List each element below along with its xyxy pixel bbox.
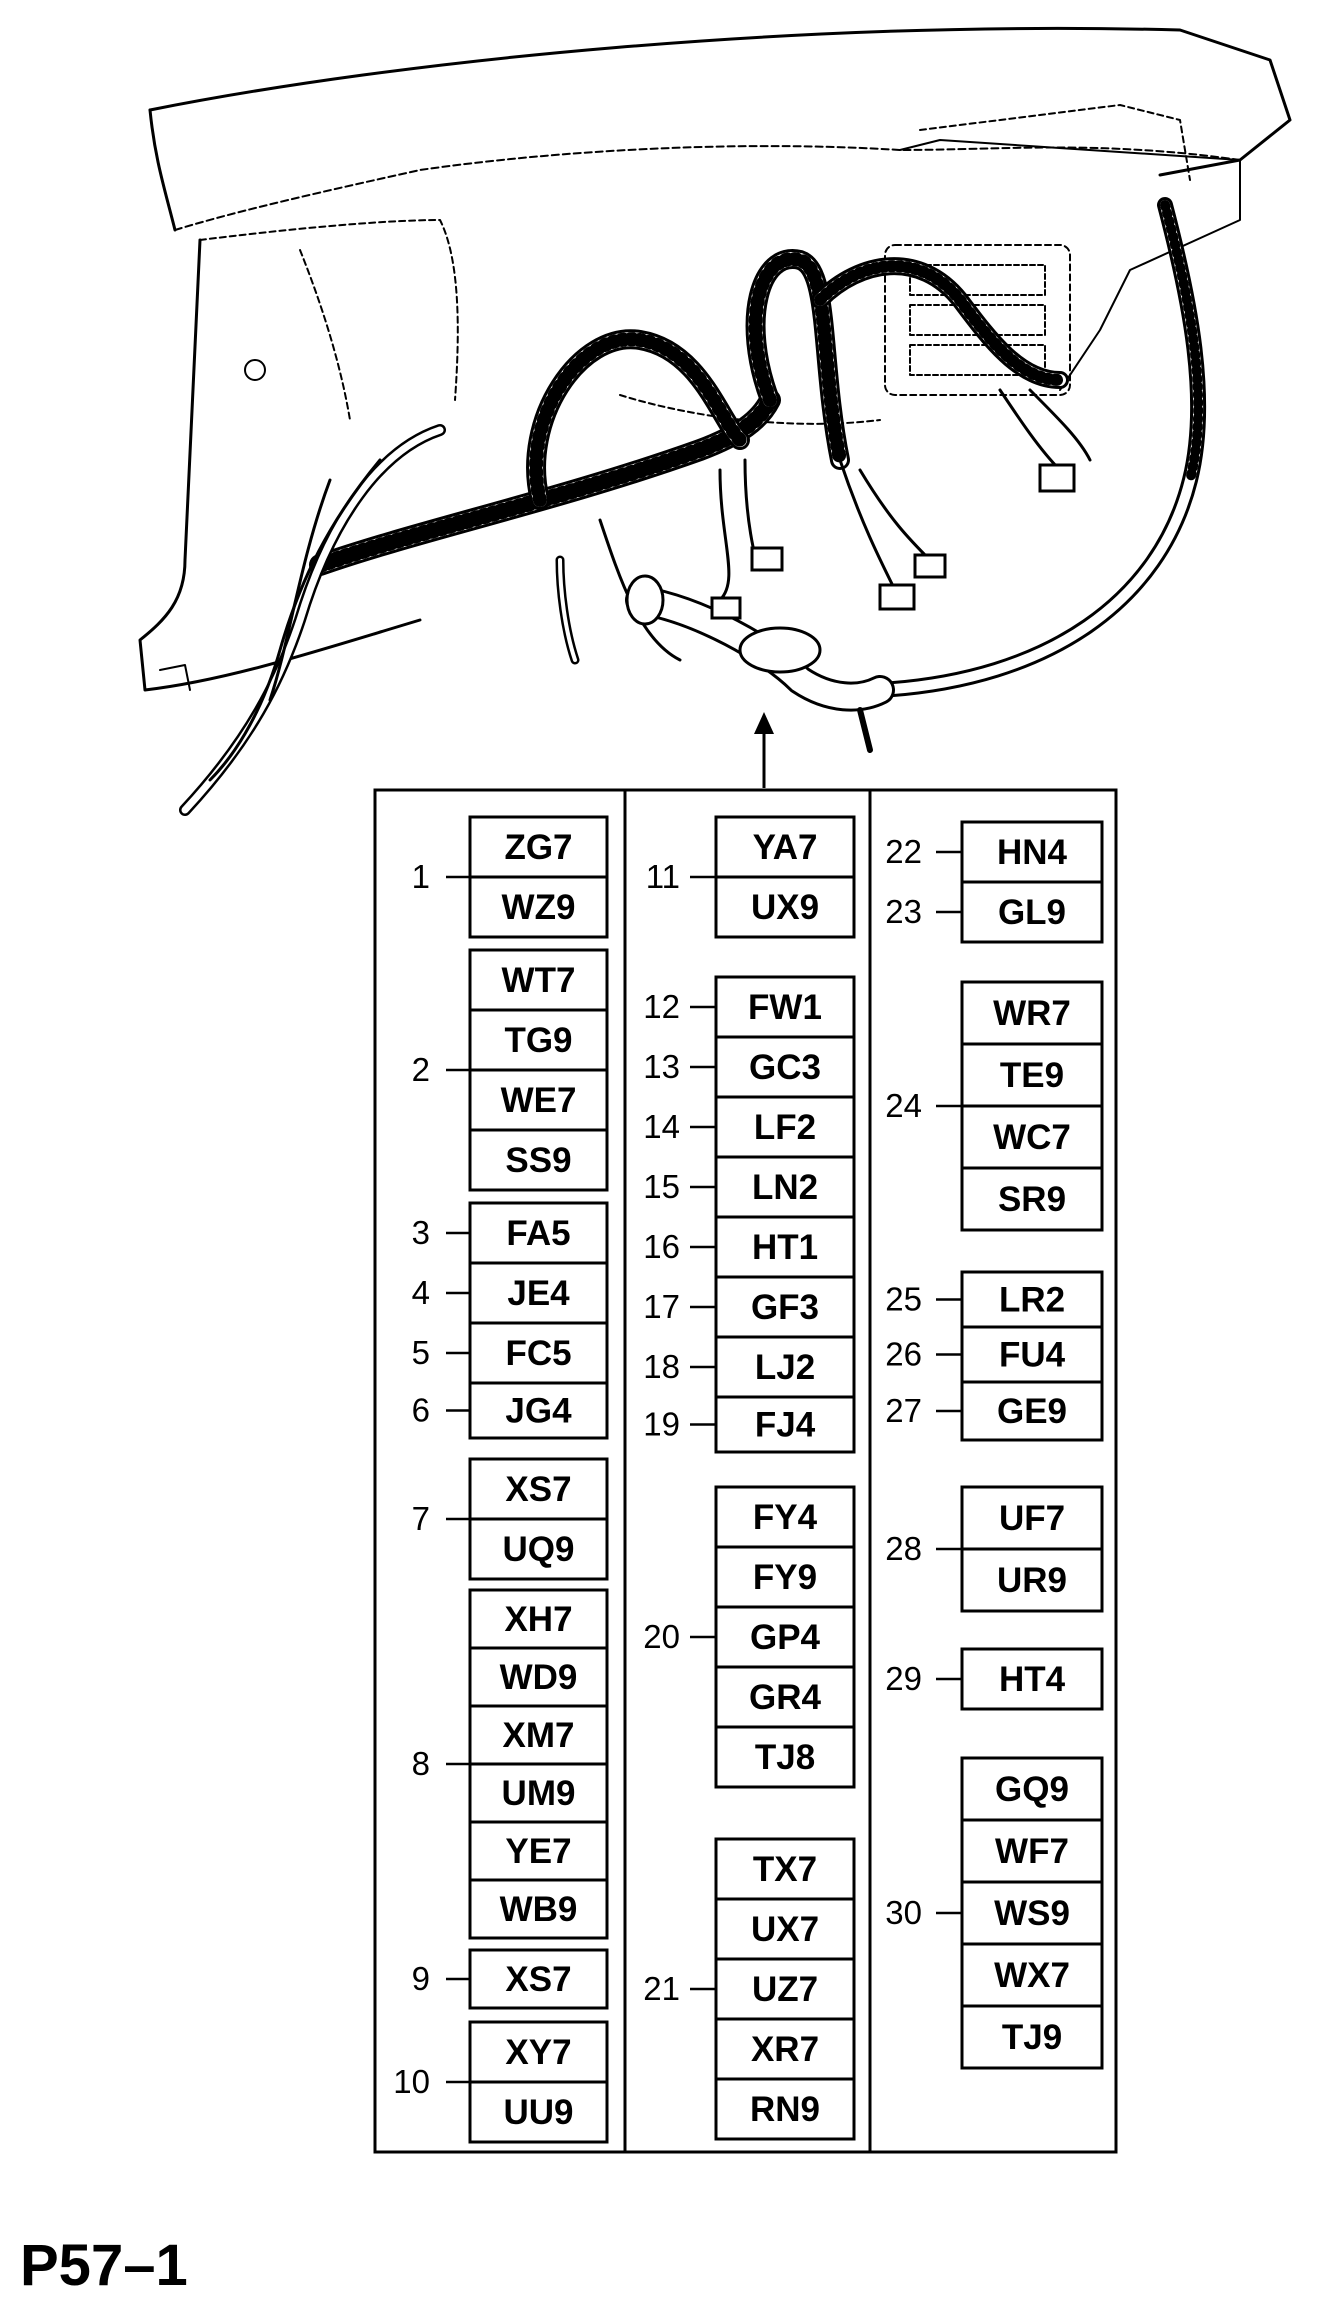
- code-group-15: [643, 1157, 854, 1217]
- option-code: LN2: [751, 1168, 819, 1207]
- group-number: 27: [885, 1392, 922, 1429]
- group-number: 6: [411, 1391, 430, 1429]
- option-code: FY4: [752, 1498, 818, 1537]
- group-number: 13: [643, 1048, 680, 1085]
- option-code: LF2: [753, 1108, 817, 1147]
- option-code: UX7: [750, 1910, 820, 1949]
- option-code: WB9: [499, 1890, 578, 1929]
- group-number: 19: [643, 1405, 680, 1443]
- option-code: HT1: [751, 1228, 819, 1267]
- code-group-2: [412, 950, 607, 1190]
- option-code: UM9: [501, 1774, 576, 1813]
- code-group-12: [643, 977, 854, 1037]
- option-code: WZ9: [501, 888, 576, 927]
- leader-arrow: [754, 712, 774, 788]
- code-group-3: [412, 1203, 607, 1263]
- option-code: TE9: [999, 1056, 1065, 1095]
- group-number: 11: [645, 858, 680, 895]
- option-code: WT7: [501, 961, 576, 1000]
- group-number: 5: [411, 1334, 430, 1371]
- code-group-29: [885, 1649, 1102, 1709]
- option-code: JG4: [505, 1391, 572, 1431]
- group-number: 10: [393, 2063, 430, 2100]
- option-code: FA5: [506, 1214, 571, 1253]
- code-group-26: [885, 1327, 1102, 1382]
- group-number: 8: [411, 1745, 430, 1782]
- code-group-24: [885, 982, 1102, 1230]
- option-code: XR7: [750, 2030, 820, 2069]
- option-code: GP4: [749, 1618, 821, 1657]
- code-group-18: [643, 1337, 854, 1397]
- group-number: 2: [411, 1051, 430, 1088]
- option-code: WE7: [500, 1081, 577, 1120]
- code-group-11: [646, 817, 854, 937]
- option-code: LJ2: [754, 1348, 816, 1387]
- option-code: WR7: [993, 994, 1071, 1033]
- group-number: 16: [643, 1228, 680, 1265]
- option-code: FJ4: [754, 1405, 816, 1445]
- option-code: TJ9: [1001, 2018, 1063, 2057]
- option-code: LR2: [998, 1280, 1066, 1320]
- group-number: 26: [885, 1335, 922, 1373]
- code-group-14: [643, 1097, 854, 1157]
- code-group-23: [885, 882, 1102, 942]
- option-code: HT4: [998, 1660, 1066, 1699]
- option-code: TG9: [504, 1021, 573, 1060]
- option-code: GC3: [749, 1048, 821, 1087]
- code-group-21: [643, 1839, 854, 2139]
- option-code: UU9: [503, 2093, 574, 2132]
- group-number: 30: [885, 1894, 922, 1931]
- code-group-30: [885, 1758, 1102, 2068]
- group-number: 21: [643, 1970, 680, 2007]
- code-group-22: [885, 822, 1102, 882]
- option-code: GF3: [750, 1288, 820, 1327]
- group-number: 15: [643, 1168, 680, 1205]
- code-group-5: [412, 1323, 607, 1383]
- option-code: GE9: [996, 1392, 1068, 1431]
- option-code: XY7: [505, 2033, 572, 2072]
- option-code: RN9: [749, 2090, 821, 2129]
- code-group-9: [412, 1950, 607, 2008]
- code-group-8: [412, 1590, 607, 1938]
- option-code: ZG7: [504, 828, 573, 867]
- option-code: UF7: [998, 1499, 1066, 1538]
- option-code: XM7: [502, 1716, 575, 1755]
- option-code: JE4: [507, 1274, 570, 1313]
- code-group-17: [643, 1277, 854, 1337]
- option-code: WS9: [994, 1894, 1070, 1933]
- option-code: FU4: [998, 1335, 1066, 1375]
- option-code: WC7: [993, 1118, 1071, 1157]
- group-number: 7: [411, 1500, 430, 1537]
- group-number: 23: [885, 893, 922, 930]
- option-code: GQ9: [995, 1770, 1069, 1809]
- code-group-10: [393, 2022, 607, 2142]
- option-code: YE7: [505, 1832, 572, 1871]
- option-code: WD9: [499, 1658, 578, 1697]
- figure-label: P57–1: [20, 2233, 188, 2298]
- code-group-20: [643, 1487, 854, 1787]
- code-group-7: [412, 1459, 607, 1579]
- group-number: 29: [885, 1660, 922, 1697]
- option-code: SR9: [997, 1180, 1067, 1219]
- option-code: GL9: [997, 893, 1067, 932]
- group-number: 12: [643, 988, 680, 1025]
- code-group-28: [885, 1487, 1102, 1611]
- option-code: YA7: [752, 828, 818, 867]
- option-code: FC5: [505, 1334, 572, 1373]
- option-code: UQ9: [502, 1530, 575, 1569]
- code-group-27: [885, 1382, 1102, 1440]
- group-number: 1: [411, 858, 430, 895]
- option-code: TJ8: [754, 1738, 816, 1777]
- code-group-19: [643, 1397, 854, 1452]
- option-code: FW1: [748, 988, 822, 1027]
- group-number: 28: [885, 1530, 922, 1567]
- group-number: 17: [643, 1288, 680, 1325]
- code-group-25: [885, 1272, 1102, 1327]
- code-group-16: [643, 1217, 854, 1277]
- option-code: WF7: [995, 1832, 1069, 1871]
- group-number: 9: [411, 1960, 430, 1997]
- code-group-4: [412, 1263, 607, 1323]
- code-groups: [393, 817, 1102, 2142]
- code-group-13: [643, 1037, 854, 1097]
- option-code: FY9: [752, 1558, 818, 1597]
- option-code: SS9: [505, 1141, 572, 1180]
- group-number: 14: [643, 1108, 680, 1145]
- group-number: 4: [411, 1274, 430, 1311]
- option-code: WX7: [994, 1956, 1070, 1995]
- option-code: UR9: [996, 1561, 1068, 1600]
- group-number: 22: [885, 833, 922, 870]
- group-number: 3: [411, 1214, 430, 1251]
- option-code: TX7: [752, 1850, 818, 1889]
- wiring-harness-illustration: [185, 205, 1198, 810]
- group-number: 24: [885, 1087, 922, 1124]
- group-number: 20: [643, 1618, 680, 1655]
- option-code: UX9: [750, 888, 820, 927]
- option-code: XS7: [505, 1470, 572, 1509]
- code-group-6: [412, 1383, 607, 1438]
- option-code: XS7: [505, 1960, 572, 1999]
- group-number: 18: [643, 1348, 680, 1385]
- option-code: XH7: [504, 1600, 573, 1639]
- option-code: HN4: [996, 833, 1068, 872]
- code-group-1: [412, 817, 607, 937]
- option-code: GR4: [749, 1678, 821, 1717]
- group-number: 25: [885, 1280, 922, 1318]
- option-code: UZ7: [751, 1970, 819, 2009]
